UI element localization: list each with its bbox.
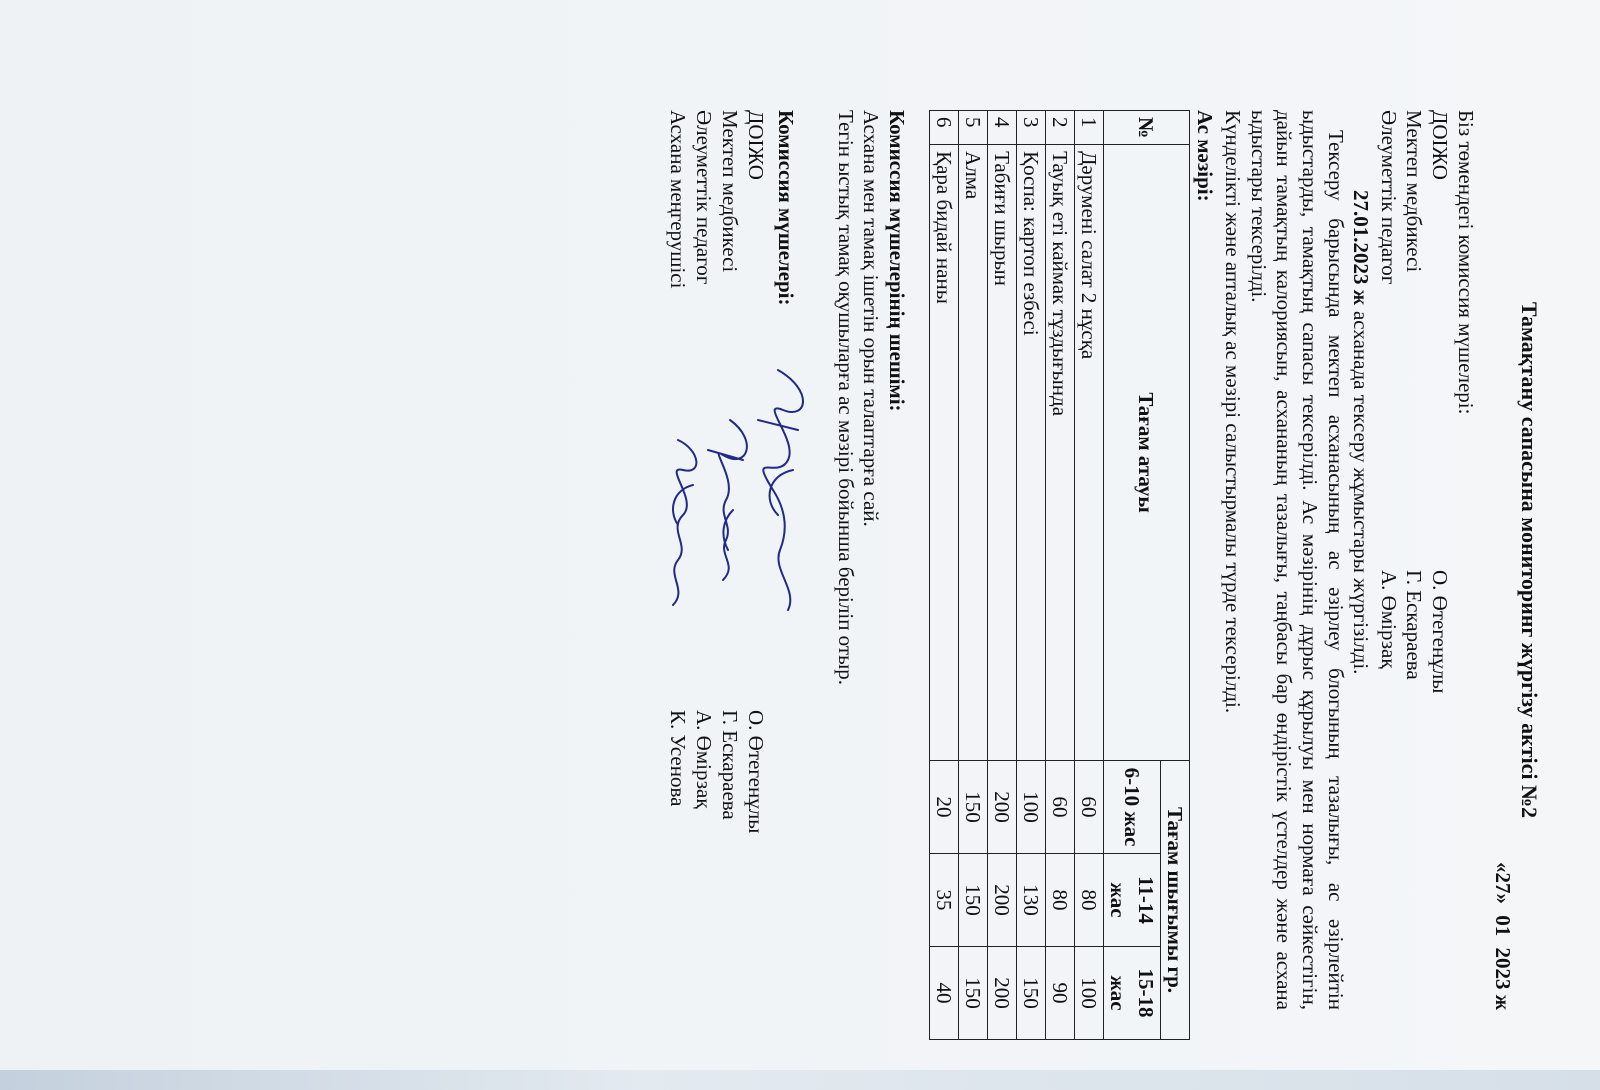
portion-15-18: 100 (1074, 947, 1103, 1040)
table-row (958, 111, 987, 1040)
dish-name: Дәрумені салат 2 нұсқа (1074, 145, 1103, 761)
portion-6-10: 60 (1045, 761, 1074, 854)
portion-6-10: 20 (929, 761, 958, 854)
member-role: Әлеуметтік педагог (1376, 110, 1401, 285)
col-num-header: № (1103, 111, 1189, 145)
dish-name: Қоспа: картоп езбесі (1016, 145, 1045, 761)
document-title: Тамақтану сапасына мониторинг жүргізу актісі №2 (1517, 301, 1542, 819)
member-name: А. Өмірзақ (1376, 570, 1401, 669)
member-row (1426, 110, 1452, 750)
row-number: 6 (929, 111, 958, 145)
member-name: О. Өтегенұлы (1427, 570, 1452, 694)
dish-name: Қара бидай наны (929, 145, 958, 761)
decision-title: Комиссия мүшелерінің шешімі: (884, 110, 909, 412)
member-row (1401, 110, 1427, 750)
portion-6-10: 200 (987, 761, 1016, 854)
signatory-role: Әлеуметтік педагог (692, 110, 717, 285)
member-role: Мектеп медбикесі (1402, 110, 1427, 273)
decision-line: Тегін ыстық тамақ оқушыларға ас мәзірі бойынша беріліп отыр. (833, 110, 858, 685)
member-role: ДОІЖО (1427, 110, 1452, 180)
table-header-row (1160, 111, 1189, 1040)
signatures-title: Комиссия мүшелері: (774, 110, 799, 306)
portion-11-14: 150 (958, 854, 987, 947)
signature-scribbles (648, 350, 818, 690)
dish-name: Тауық еті каймак тұздығында (1045, 145, 1074, 761)
row-number: 4 (987, 111, 1016, 145)
table-row (929, 111, 958, 1040)
portion-15-18: 40 (929, 947, 958, 1040)
table-row (1074, 111, 1103, 1040)
signatory-role: ДОІЖО (744, 110, 769, 180)
portion-11-14: 80 (1074, 854, 1103, 947)
date-day: «27» (1491, 862, 1516, 905)
col-dish-header: Тағам атауы (1103, 145, 1189, 761)
dish-name: Алма (958, 145, 987, 761)
signatory-role: Мектеп медбикесі (718, 110, 743, 273)
portion-11-14: 35 (929, 854, 958, 947)
portion-15-18: 150 (958, 947, 987, 1040)
menu-title: Ас мәзірі: (1193, 110, 1218, 202)
decision-line: Асхана мен тамақ ішетін орын талаптарға сай. (859, 110, 884, 527)
signature-2 (708, 420, 747, 580)
check-date-line (1348, 110, 1374, 1010)
age-group-header: 11-14 жас (1103, 854, 1160, 947)
portion-11-14: 130 (1016, 854, 1045, 947)
menu-table (929, 110, 1190, 1040)
row-number: 1 (1074, 111, 1103, 145)
signature-1 (758, 370, 803, 610)
inspection-paragraph: Тексеру барысында мектеп асханасының ас әзірлеу блогының тазалығы, ас әзірлейтін ыдыстарды, тамақтың сапасы тексерілді. Ас мәзірінің дұрыс құрылуы мен нормаға сәйкестігін, дайын тамақтың калориясын, асхананың тазалығы, таңбасы бар өндірістік үстелдер және асхана ыдыстары тексерілді. (1246, 110, 1348, 1010)
check-date: 27.01.2023 ж (1349, 190, 1374, 305)
check-text: асханада тексеру жұмыстары жүргізілді. (1349, 310, 1374, 675)
member-row (1375, 110, 1401, 750)
document-date (1490, 110, 1516, 1010)
signature-3 (673, 440, 696, 605)
portion-15-18: 90 (1045, 947, 1074, 1040)
portion-6-10: 150 (958, 761, 987, 854)
table-row (1016, 111, 1045, 1040)
handwritten-signatures (648, 350, 818, 690)
row-number: 5 (958, 111, 987, 145)
signatures-list (664, 110, 768, 1010)
age-group-header: 6-10 жас (1103, 761, 1160, 854)
date-month: 01 (1491, 915, 1516, 937)
age-group-header: 15-18 жас (1103, 947, 1160, 1040)
row-number: 3 (1016, 111, 1045, 145)
signatory-role: Асхана меңгерушісі (666, 110, 691, 289)
intro-text: Біз төмендегі комиссия мүшелері: (1453, 110, 1478, 415)
portion-6-10: 60 (1074, 761, 1103, 854)
row-number: 2 (1045, 111, 1074, 145)
col-output-header: Тағам шығымы гр. (1160, 761, 1189, 1040)
signatory-name: К. Усенова (666, 710, 691, 807)
portion-11-14: 80 (1045, 854, 1074, 947)
comparison-paragraph: Күнделікті және апталық ас мәзірі салыстырмалы түрде тексерілді. (1221, 110, 1246, 714)
signatory-name: Г. Ескараева (718, 710, 743, 820)
portion-6-10: 100 (1016, 761, 1045, 854)
table-row (987, 111, 1016, 1040)
signatory-name: А. Өмірзақ (692, 710, 717, 809)
dish-name: Табиғи шырын (987, 145, 1016, 761)
portion-11-14: 200 (987, 854, 1016, 947)
portion-15-18: 200 (987, 947, 1016, 1040)
signatory-name: О. Өтегенұлы (744, 710, 769, 834)
member-name: Г. Ескараева (1402, 570, 1427, 680)
date-year: 2023 ж (1491, 947, 1516, 1010)
portion-15-18: 150 (1016, 947, 1045, 1040)
table-row (1045, 111, 1074, 1040)
